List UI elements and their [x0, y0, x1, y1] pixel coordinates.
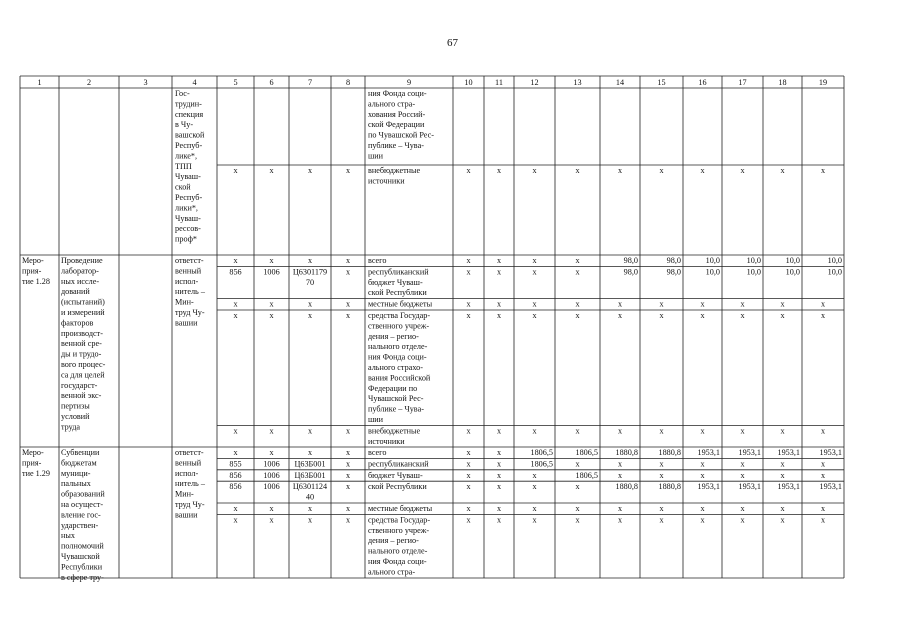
value-cell: x — [780, 299, 785, 309]
code-cell: 1006 — [263, 482, 280, 492]
column-number: 15 — [657, 78, 666, 87]
value-cell: x — [700, 470, 705, 480]
value-cell: x — [496, 482, 502, 492]
funding-source: дения – регио- — [368, 536, 419, 546]
value-cell: 10,0 — [827, 256, 842, 265]
code-cell: x — [345, 470, 351, 480]
value-cell: x — [575, 482, 580, 492]
value-cell: 10,0 — [705, 256, 720, 265]
value-cell: 1953,1 — [738, 482, 761, 492]
column-number: 14 — [615, 78, 625, 87]
value-cell: x — [496, 256, 502, 265]
measure-title: условий — [61, 412, 90, 421]
value-cell: x — [269, 166, 274, 175]
funding-source: вания Российской — [368, 373, 431, 383]
funding-source: республиканский — [368, 267, 429, 277]
value-cell: x — [466, 482, 471, 492]
value-cell: 10,0 — [827, 267, 842, 277]
value-cell: x — [466, 256, 471, 265]
measure-title: ных иссле- — [61, 276, 100, 286]
funding-source: ской Федерации — [368, 120, 425, 130]
measure-title: на осущест- — [61, 500, 104, 509]
executor-text: венный — [175, 458, 202, 468]
measure-title: Проведение — [61, 256, 103, 265]
funding-source: публике – Чува- — [368, 404, 424, 414]
value-cell: 1953,1 — [777, 482, 800, 492]
value-cell: x — [532, 504, 537, 513]
value-cell: x — [659, 166, 664, 175]
value-cell: 1806,5 — [530, 459, 553, 469]
code-cell: 1006 — [263, 267, 280, 277]
measure-title: лаборатор- — [61, 266, 99, 276]
executor-text: ответст- — [175, 256, 204, 265]
value-cell: x — [466, 299, 471, 309]
value-cell: x — [617, 459, 623, 469]
executor-text: Гос- — [175, 89, 190, 98]
code-cell: x — [345, 515, 351, 525]
code-cell: x — [345, 299, 351, 309]
funding-source: бюджет Чуваш- — [368, 277, 423, 287]
value-cell: 1806,5 — [575, 470, 598, 480]
value-cell: x — [532, 267, 537, 277]
code-cell: x — [269, 426, 274, 436]
value-cell: 1953,1 — [777, 448, 800, 457]
value-cell: x — [617, 470, 623, 480]
measure-title: ных — [61, 531, 75, 541]
value-cell: x — [820, 515, 826, 525]
value-cell: x — [820, 459, 826, 469]
code-cell: 70 — [305, 277, 315, 287]
code-cell: x — [345, 482, 351, 492]
value-cell: x — [659, 515, 664, 525]
executor-text: спекция — [175, 109, 204, 119]
value-cell: x — [617, 504, 623, 513]
page-number: 67 — [447, 37, 458, 49]
code-cell: Ц6301179 — [292, 267, 328, 277]
column-number: 5 — [233, 78, 238, 87]
value-cell: x — [233, 166, 238, 175]
value-cell: x — [496, 515, 502, 525]
value-cell: 1880,8 — [615, 448, 638, 457]
column-number: 16 — [698, 78, 707, 87]
value-cell: 98,0 — [623, 267, 638, 277]
code-cell: x — [307, 426, 313, 436]
executor-text: рессов- — [175, 224, 201, 234]
code-cell: x — [233, 448, 238, 457]
value-cell: x — [659, 311, 664, 320]
measure-number: прия- — [22, 266, 42, 276]
funding-source: ственного учреж- — [368, 321, 430, 331]
value-cell: 1880,8 — [615, 482, 638, 492]
funding-source: источники — [368, 176, 405, 186]
funding-source: местные бюджеты — [368, 504, 433, 513]
value-cell: 98,0 — [666, 256, 681, 265]
funding-source: ской Республики — [368, 482, 427, 492]
measure-title: труда — [61, 422, 81, 432]
value-cell: x — [740, 515, 745, 525]
value-cell: x — [532, 166, 537, 175]
executor-text: в Чу- — [175, 120, 194, 130]
executor-text: проф* — [175, 234, 197, 244]
value-cell: x — [466, 426, 471, 436]
column-number: 13 — [573, 78, 582, 87]
value-cell: x — [575, 459, 580, 469]
funding-source: источники — [368, 436, 405, 446]
value-cell: x — [466, 311, 471, 320]
measure-title: Республики — [61, 562, 103, 572]
code-cell: 855 — [229, 459, 242, 469]
code-cell: x — [269, 448, 274, 457]
value-cell: x — [700, 426, 705, 436]
measure-title: (испытаний) — [61, 297, 105, 307]
funding-source: ального стра- — [368, 99, 416, 109]
code-cell: 856 — [229, 470, 242, 480]
measure-title: государст- — [61, 380, 98, 390]
measure-number: тие 1.28 — [22, 276, 50, 286]
funding-source: шии — [368, 415, 384, 424]
funding-source: республиканский — [368, 459, 429, 469]
funding-source: всего — [368, 448, 387, 457]
measure-number: Меро- — [22, 256, 44, 265]
measure-title: в сфере тру- — [61, 572, 104, 582]
value-cell: x — [575, 426, 580, 436]
code-cell: x — [307, 256, 313, 265]
value-cell: x — [496, 299, 502, 309]
column-number: 7 — [307, 78, 313, 87]
code-cell: x — [345, 448, 351, 457]
executor-text: ТПП — [175, 161, 192, 171]
code-cell: x — [269, 299, 274, 309]
measure-title: пертизы — [61, 401, 90, 411]
value-cell: x — [780, 459, 785, 469]
executor-text: труд Чу- — [175, 308, 205, 317]
value-cell: x — [532, 426, 537, 436]
code-cell: x — [269, 311, 274, 320]
column-number: 18 — [778, 78, 787, 87]
value-cell: x — [700, 515, 705, 525]
funding-source: дения – регио- — [368, 331, 419, 341]
funding-source: публике – Чува- — [368, 141, 424, 150]
value-cell: x — [466, 504, 471, 513]
value-cell: 1953,1 — [697, 482, 720, 492]
value-cell: x — [575, 515, 580, 525]
value-cell: x — [307, 166, 313, 175]
value-cell: x — [659, 459, 664, 469]
measure-title: ударствен- — [61, 520, 99, 530]
measure-title: бюджетам — [61, 458, 97, 468]
funding-source: ственного учреж- — [368, 525, 430, 535]
funding-source: нального отделе- — [368, 546, 428, 556]
executor-text: Чуваш- — [175, 213, 201, 223]
executor-text: венный — [175, 266, 202, 276]
executor-text: Мин- — [175, 489, 194, 499]
value-cell: x — [820, 470, 826, 480]
value-cell: x — [466, 470, 471, 480]
value-cell: x — [617, 515, 623, 525]
code-cell: x — [269, 515, 274, 525]
value-cell: x — [466, 459, 471, 469]
value-cell: x — [780, 470, 785, 480]
value-cell: x — [496, 166, 502, 175]
funding-source: ния Фонда соци- — [368, 557, 427, 566]
value-cell: 1880,8 — [658, 482, 681, 492]
value-cell: x — [575, 256, 580, 265]
funding-source: нального отделе- — [368, 342, 428, 352]
value-cell: x — [780, 166, 785, 175]
value-cell: 1953,1 — [819, 448, 842, 457]
value-cell: x — [575, 311, 580, 320]
executor-text: Чуваш- — [175, 172, 201, 182]
code-cell: Ц63Б001 — [294, 470, 326, 480]
funding-source: местные бюджеты — [368, 299, 433, 309]
value-cell: x — [496, 311, 502, 320]
value-cell: x — [659, 299, 664, 309]
code-cell: 1006 — [263, 459, 280, 469]
column-number: 4 — [192, 78, 197, 87]
funding-source: шии — [368, 151, 384, 161]
funding-source: всего — [368, 256, 387, 265]
executor-text: ответст- — [175, 448, 204, 457]
measure-title: и измерений — [61, 308, 105, 317]
value-cell: x — [780, 504, 785, 513]
code-cell: x — [345, 267, 351, 277]
value-cell: 98,0 — [666, 267, 681, 277]
value-cell: x — [466, 515, 471, 525]
value-cell: x — [575, 166, 580, 175]
measure-title: дований — [61, 287, 90, 297]
value-cell: x — [345, 166, 351, 175]
value-cell: x — [820, 311, 826, 320]
measure-title: венной экс- — [61, 391, 102, 401]
value-cell: x — [740, 504, 745, 513]
value-cell: 10,0 — [746, 256, 761, 265]
executor-text: вашской — [175, 130, 205, 140]
value-cell: x — [617, 166, 623, 175]
value-cell: 1953,1 — [738, 448, 761, 457]
measure-title: производст- — [61, 328, 103, 338]
funding-source: бюджет Чуваш- — [368, 470, 423, 480]
value-cell: x — [532, 299, 537, 309]
executor-text: Респуб- — [175, 141, 203, 150]
value-cell: x — [700, 311, 705, 320]
value-cell: x — [466, 166, 471, 175]
code-cell: x — [307, 299, 313, 309]
value-cell: x — [740, 426, 745, 436]
value-cell: x — [617, 299, 623, 309]
column-number: 12 — [530, 78, 539, 87]
value-cell: x — [740, 470, 745, 480]
value-cell: x — [700, 166, 705, 175]
column-number: 9 — [406, 78, 412, 87]
value-cell: 1806,5 — [530, 448, 553, 457]
value-cell: x — [496, 470, 502, 480]
value-cell: 1953,1 — [819, 482, 842, 492]
funding-source: Чувашской Рес- — [368, 394, 424, 404]
value-cell: x — [659, 470, 664, 480]
executor-text: труд Чу- — [175, 500, 205, 509]
column-number: 17 — [738, 78, 747, 87]
funding-source: хования Россий- — [368, 109, 426, 119]
column-number: 11 — [495, 78, 503, 87]
value-cell: 1953,1 — [697, 448, 720, 457]
value-cell: x — [780, 426, 785, 436]
column-number: 8 — [345, 78, 351, 87]
value-cell: x — [617, 311, 623, 320]
executor-text: вашии — [175, 318, 198, 328]
value-cell: x — [532, 256, 537, 265]
column-number: 3 — [143, 78, 148, 87]
code-cell: 1006 — [263, 470, 280, 480]
value-cell: x — [575, 504, 580, 513]
code-cell: x — [345, 504, 351, 513]
value-cell: x — [820, 426, 826, 436]
value-cell: x — [740, 459, 745, 469]
code-cell: x — [269, 504, 274, 513]
measure-title: вого процес- — [61, 360, 106, 369]
code-cell: x — [345, 256, 351, 265]
measure-title: пальных — [61, 479, 91, 489]
column-number: 10 — [464, 78, 473, 87]
value-cell: x — [659, 504, 664, 513]
funding-source: по Чувашской Рес- — [368, 130, 434, 140]
value-cell: x — [532, 482, 537, 492]
code-cell: x — [233, 299, 238, 309]
value-cell: x — [532, 311, 537, 320]
code-cell: x — [233, 504, 238, 513]
measure-title: венной сре- — [61, 339, 102, 349]
code-cell: Ц63Б001 — [294, 459, 326, 469]
value-cell: 10,0 — [746, 267, 761, 277]
code-cell: x — [307, 504, 313, 513]
value-cell: x — [496, 504, 502, 513]
value-cell: x — [700, 299, 705, 309]
measure-number: прия- — [22, 458, 42, 468]
code-cell: x — [233, 256, 238, 265]
code-cell: x — [345, 426, 351, 436]
funding-source: ального страхо- — [368, 363, 423, 372]
funding-source: средства Государ- — [368, 311, 431, 320]
code-cell: Ц6301124 — [292, 482, 328, 492]
column-number: 19 — [818, 78, 828, 87]
value-cell: 10,0 — [705, 267, 720, 277]
value-cell: x — [532, 470, 537, 480]
value-cell: x — [700, 459, 705, 469]
value-cell: x — [780, 311, 785, 320]
measure-title: ды и трудо- — [61, 349, 102, 359]
value-cell: x — [466, 267, 471, 277]
code-cell: x — [233, 311, 238, 320]
value-cell: x — [740, 299, 745, 309]
value-cell: x — [820, 299, 826, 309]
funding-source: ального стра- — [368, 567, 416, 577]
value-cell: x — [700, 504, 705, 513]
value-cell: 10,0 — [785, 267, 800, 277]
executor-text: испол- — [175, 276, 199, 286]
measure-title: Субвенции — [61, 448, 100, 457]
funding-source: ской Республики — [368, 288, 427, 298]
measure-title: факторов — [61, 318, 94, 328]
executor-text: нитель – — [175, 287, 205, 297]
column-number: 1 — [37, 78, 42, 87]
code-cell: x — [233, 515, 238, 525]
code-cell: x — [307, 448, 313, 457]
value-cell: x — [496, 267, 502, 277]
code-cell: 40 — [305, 492, 315, 502]
value-cell: 1880,8 — [658, 448, 681, 457]
executor-text: вашии — [175, 510, 198, 520]
funding-source: средства Государ- — [368, 515, 431, 525]
value-cell: 1806,5 — [575, 448, 598, 457]
funding-source: ния Фонда соци- — [368, 89, 427, 98]
measure-number: Меро- — [22, 448, 44, 457]
value-cell: x — [496, 448, 502, 457]
measure-title: са для целей — [61, 370, 105, 380]
column-number: 2 — [86, 78, 92, 87]
column-number: 6 — [269, 78, 274, 87]
executor-text: нитель – — [175, 479, 205, 489]
measure-title: муници- — [61, 468, 91, 478]
value-cell: x — [820, 166, 826, 175]
value-cell: x — [466, 448, 471, 457]
code-cell: x — [233, 426, 238, 436]
executor-text: трудин- — [175, 99, 202, 109]
code-cell: 856 — [229, 482, 242, 492]
value-cell: x — [659, 426, 664, 436]
value-cell: 98,0 — [623, 256, 638, 265]
value-cell: x — [496, 426, 502, 436]
value-cell: x — [575, 299, 580, 309]
value-cell: x — [532, 515, 537, 525]
executor-text: испол- — [175, 468, 199, 478]
value-cell: x — [496, 459, 502, 469]
measure-title: Чувашской — [61, 552, 100, 561]
measure-number: тие 1.29 — [22, 468, 50, 478]
funding-source: внебюджетные — [368, 426, 421, 436]
value-cell: x — [780, 515, 785, 525]
measure-title: вление гос- — [61, 510, 101, 520]
value-cell: 10,0 — [785, 256, 800, 265]
funding-source: ния Фонда соци- — [368, 352, 427, 362]
executor-text: Респуб- — [175, 193, 203, 202]
code-cell: x — [307, 311, 313, 320]
executor-text: ской — [175, 182, 191, 192]
code-cell: x — [345, 459, 351, 469]
value-cell: x — [617, 426, 623, 436]
value-cell: x — [820, 504, 826, 513]
value-cell: x — [740, 311, 745, 320]
measure-title: полномочий — [61, 541, 104, 551]
value-cell: x — [740, 166, 745, 175]
executor-text: лике*, — [175, 151, 198, 161]
measure-title: образований — [61, 489, 105, 499]
executor-text: Мин- — [175, 297, 194, 307]
code-cell: 856 — [229, 267, 242, 277]
code-cell: x — [345, 311, 351, 320]
value-cell: x — [575, 267, 580, 277]
funding-source: внебюджетные — [368, 166, 421, 175]
funding-source: Федерации по — [368, 383, 418, 393]
code-cell: x — [307, 515, 313, 525]
code-cell: x — [269, 256, 274, 265]
executor-text: лики*, — [175, 203, 198, 213]
